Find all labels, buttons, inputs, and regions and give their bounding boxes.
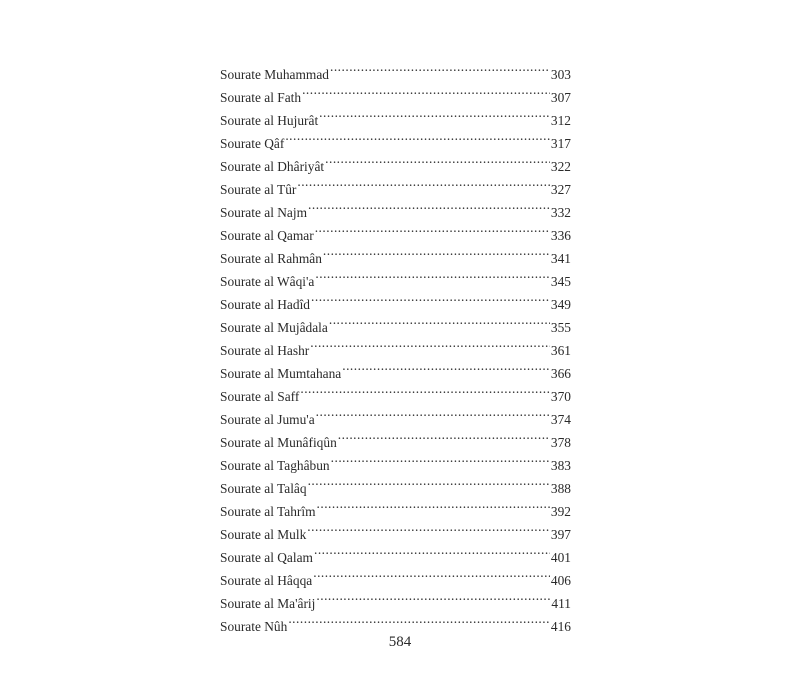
toc-entry-page: 378 <box>550 435 571 450</box>
toc-entry-title: Sourate al Tûr <box>220 182 297 197</box>
toc-entry-title: Sourate al Hâqqa <box>220 573 313 588</box>
toc-dot-leader <box>313 562 550 585</box>
toc-entry-page: 401 <box>550 550 571 565</box>
toc-dot-leader <box>319 102 550 125</box>
toc-entry-page: 317 <box>550 136 571 151</box>
toc-entry-page: 416 <box>550 619 571 634</box>
toc-entry-page: 312 <box>550 113 571 128</box>
toc-entry-title: Sourate al Hujurât <box>220 113 319 128</box>
toc-entry-page: 345 <box>550 274 571 289</box>
toc-entry-title: Sourate Nûh <box>220 619 288 634</box>
toc-dot-leader <box>315 263 550 286</box>
toc-entry-page: 327 <box>550 182 571 197</box>
toc-entry-page: 322 <box>550 159 571 174</box>
toc-dot-leader <box>310 332 550 355</box>
toc-entry-page: 388 <box>550 481 571 496</box>
toc-entry-title: Sourate al Qamar <box>220 228 314 243</box>
toc-entry-page: 370 <box>550 389 571 404</box>
toc-entry-page: 392 <box>550 504 571 519</box>
toc-dot-leader <box>302 79 550 102</box>
toc-entry-title: Sourate al Ma'ârij <box>220 596 316 611</box>
toc-dot-leader <box>330 56 550 79</box>
toc-entry-title: Sourate Muhammad <box>220 67 329 82</box>
toc-dot-leader <box>307 516 550 539</box>
toc-entry-page: 341 <box>550 251 571 266</box>
toc-entry-title: Sourate al Rahmân <box>220 251 322 266</box>
toc-entry-page: 397 <box>550 527 571 542</box>
toc-entry-page: 383 <box>550 458 571 473</box>
toc-entry-title: Sourate al Jumu'a <box>220 412 315 427</box>
table-of-contents <box>220 56 571 634</box>
toc-dot-leader <box>342 355 550 378</box>
toc-entry-title: Sourate Qâf <box>220 136 285 151</box>
toc-dot-leader <box>300 378 550 401</box>
toc-entry-title: Sourate al Saff <box>220 389 300 404</box>
toc-entry-page: 307 <box>550 90 571 105</box>
toc-entry-title: Sourate al Najm <box>220 205 308 220</box>
toc-dot-leader <box>325 148 550 171</box>
toc-entry-title: Sourate al Hadîd <box>220 297 310 312</box>
toc-entry-page: 411 <box>551 596 571 611</box>
toc-entry-title: Sourate al Taghâbun <box>220 458 330 473</box>
toc-dot-leader <box>311 286 550 309</box>
toc-entry-page: 406 <box>550 573 571 588</box>
toc-dot-leader <box>316 401 550 424</box>
toc-dot-leader <box>288 608 550 631</box>
toc-entry-title: Sourate al Munâfiqûn <box>220 435 337 450</box>
toc-entry-title: Sourate al Mujâdala <box>220 320 328 335</box>
toc-dot-leader <box>308 470 550 493</box>
toc-entry-title: Sourate al Mumtahana <box>220 366 342 381</box>
toc-dot-leader <box>297 171 550 194</box>
toc-entry-title: Sourate al Qalam <box>220 550 313 565</box>
toc-entry-title: Sourate al Mulk <box>220 527 307 542</box>
toc-entry-page: 349 <box>550 297 571 312</box>
toc-entry-title: Sourate al Dhâriyât <box>220 159 325 174</box>
toc-entry-page: 366 <box>550 366 571 381</box>
toc-entry-page: 355 <box>550 320 571 335</box>
toc-entry-page: 374 <box>550 412 571 427</box>
toc-entry <box>220 56 571 82</box>
toc-dot-leader <box>331 447 550 470</box>
toc-dot-leader <box>308 194 550 217</box>
toc-entry-title: Sourate al Tahrîm <box>220 504 316 519</box>
toc-dot-leader <box>315 217 550 240</box>
toc-dot-leader <box>285 125 550 148</box>
toc-dot-leader <box>338 424 550 447</box>
toc-entry-title: Sourate al Hashr <box>220 343 310 358</box>
toc-entry-page: 303 <box>550 67 571 82</box>
toc-entry-title: Sourate al Wâqi'a <box>220 274 315 289</box>
toc-dot-leader <box>329 309 550 332</box>
toc-entry-title: Sourate al Talâq <box>220 481 307 496</box>
toc-dot-leader <box>317 493 550 516</box>
toc-dot-leader <box>314 539 550 562</box>
toc-entry-page: 332 <box>550 205 571 220</box>
toc-dot-leader <box>323 240 550 263</box>
page-number: 584 <box>388 634 412 650</box>
toc-dot-leader <box>316 585 550 608</box>
toc-entry-title: Sourate al Fath <box>220 90 302 105</box>
toc-entry-page: 336 <box>550 228 571 243</box>
toc-entry-page: 361 <box>550 343 571 358</box>
